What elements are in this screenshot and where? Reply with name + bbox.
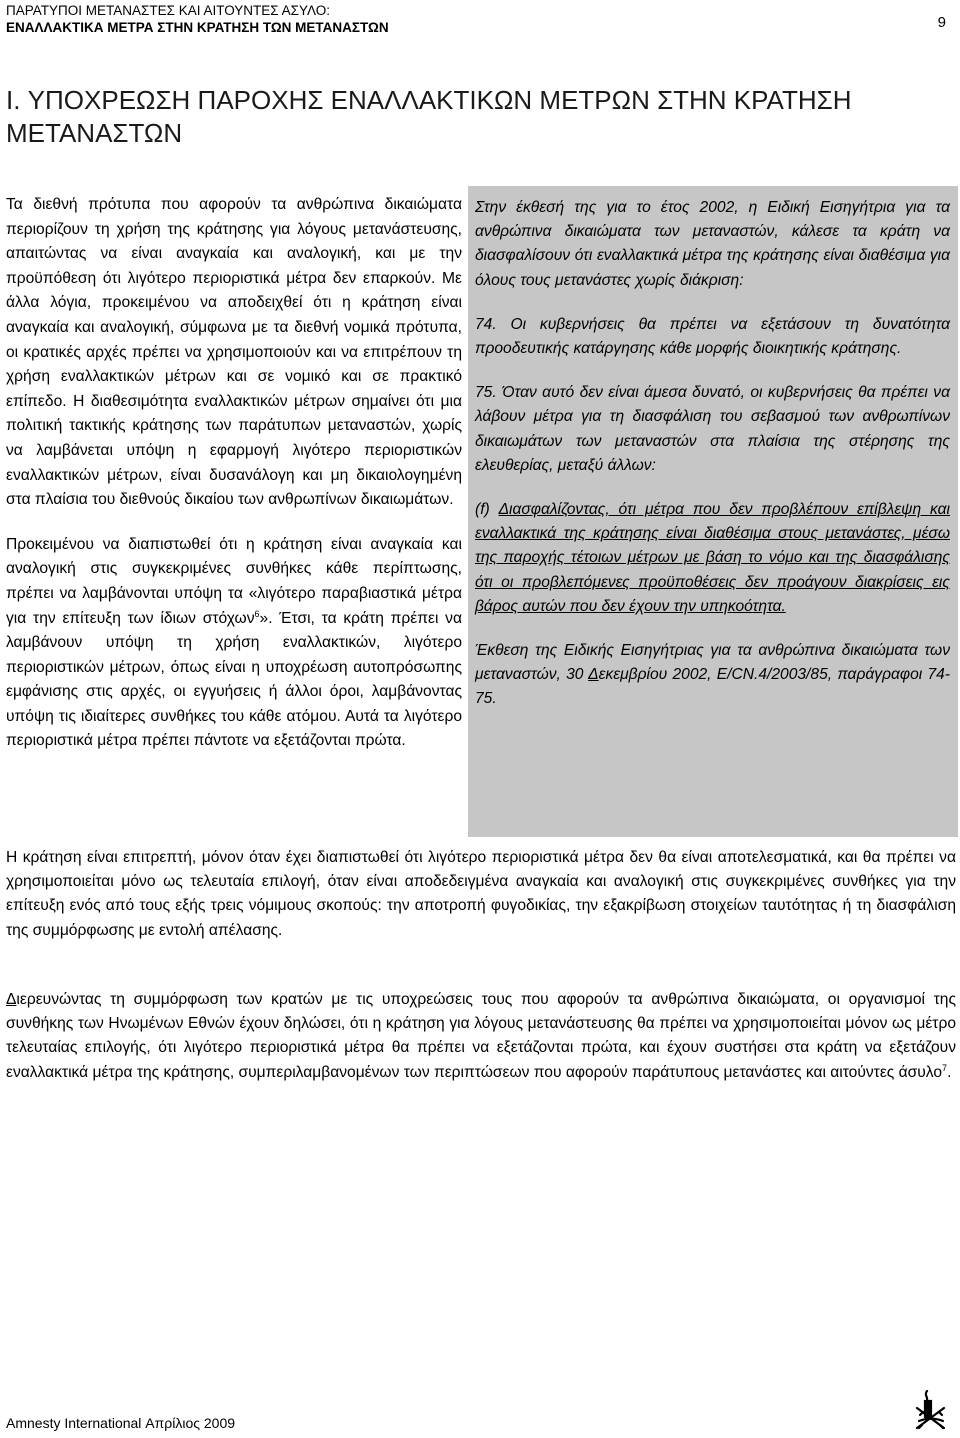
candle-logo-icon bbox=[914, 1388, 948, 1432]
footer-text: Amnesty International Απρίλιος 2009 bbox=[6, 1415, 236, 1431]
header-line-1: ΠΑΡΑΤΥΠΟΙ ΜΕΤΑΝΑΣΤΕΣ ΚΑΙ ΑΙΤΟΥΝΤΕΣ ΑΣΥΛΟ: bbox=[6, 3, 330, 18]
running-header bbox=[6, 2, 389, 36]
box-citation bbox=[475, 639, 950, 712]
left-paragraph-2-text-a: Προκειμένου να διαπιστωθεί ότι η κράτηση είναι αναγκαία και αναλογική στις συγκεκριμένες συνθήκες κάθε περίπτωσης, πρέπει να λαμβάνονται υπόψη τα «λιγότερο παραβιαστικά μέτρα για την επίτευξη των ίδιων στόχων bbox=[6, 535, 462, 627]
left-column bbox=[6, 193, 462, 754]
box-item-f bbox=[475, 498, 950, 619]
left-paragraph-2-text-b: ». Έτσι, τα κράτη πρέπει να λαμβάνουν υπόψη τη χρήση εναλλακτικών, λιγότερο περιοριστικών μέτρων, όπως είναι η υποχρέωση αυτοπρόσωπης εμφάνισης στις αρχές, οι εγγυήσεις ή άλλοι όροι, λαμβάνοντας υπόψη τις ιδιαίτερες συνθήκες του κάθε ατόμου. Αυτά τα λιγότερο περιοριστικά μέτρα πρέπει πάντοτε να εξετάζονται πρώτα. bbox=[6, 609, 462, 750]
full-paragraph-2-end: . bbox=[947, 1063, 952, 1081]
footnote-ref-7[interactable]: 7 bbox=[942, 1062, 948, 1073]
full-paragraph-2-text: ιερευνώντας τη συμμόρφωση των κρατών με τις υποχρεώσεις τους που αφορούν τα ανθρώπινα δικαιώματα, οι οργανισμοί της συνθήκης των Ηνωμένων Εθνών έχουν δηλώσει, ότι η κράτηση για λόγους μετανάστευσης θα πρέπει να χρησιμοποιείται μόνον ως μέτρο τελευταίας επιλογής, ότι λιγότερο περιοριστικά μέτρα θα πρέπει να εξετάζονται πρώτα, και έχουν συστήσει στα κράτη να εξετάζουν εναλλακτικά μέτρα της κράτησης, συμπεριλαμβανομένων των περιπτώσεων που αφορούν παράτυπους μετανάστες και αιτούντες άσυλο bbox=[6, 991, 956, 1081]
full-paragraph-2-initial: Δ bbox=[6, 991, 17, 1008]
section-title: I. ΥΠΟΧΡΕΩΣΗ ΠΑΡΟΧΗΣ ΕΝΑΛΛΑΚΤΙΚΩΝ ΜΕΤΡΩΝ ΣΤΗΝ ΚΡΑΤΗΣΗ ΜΕΤΑΝΑΣΤΩΝ bbox=[6, 85, 852, 148]
box-citation-a: Έκθεση της Ειδικής Εισηγήτριας για τα ανθρώπινα δικαιώματα των μεταναστών, 30 bbox=[475, 642, 950, 684]
full-paragraph-1: Η κράτηση είναι επιτρεπτή, μόνον όταν έχει διαπιστωθεί ότι λιγότερο περιοριστικά μέτρα δεν θα είναι αποτελεσματικά, και θα πρέπει να χρησιμοποιείται μόνο ως τελευταία επιλογή, όταν είναι αποδεδειγμένα αναγκαία και αναλογική στις συγκεκριμένες συνθήκες για την επίτευξη ενός από τους εξής τρεις νόμιμους σκοπούς: την αποτροπή φυγοδικίας, την εξακρίβωση στοιχείων ταυτότητας ή τη διασφάλιση της συμμόρφωσης με εντολή απέλασης. bbox=[6, 849, 956, 939]
box-item-74: 74. Οι κυβερνήσεις θα πρέπει να εξετάσουν τη δυνατότητα προοδευτικής κατάργησης κάθε μορφής διοικητικής κράτησης. bbox=[475, 315, 950, 358]
box-item-75: 75. Όταν αυτό δεν είναι άμεσα δυνατό, οι κυβερνήσεις θα πρέπει να λάβουν μέτρα για τη διασφάλιση του σεβασμού των ανθρωπίνων δικαιωμάτων των μεταναστών στα πλαίσια της στέρησης της ελευθερίας, μεταξύ άλλων: bbox=[475, 384, 950, 474]
page-number: 9 bbox=[937, 14, 946, 31]
left-paragraph-2 bbox=[6, 533, 462, 754]
box-item-f-label: (f) bbox=[475, 501, 499, 519]
full-paragraph-2 bbox=[6, 988, 956, 1085]
box-citation-u: Δ bbox=[588, 666, 599, 684]
quote-box bbox=[468, 186, 958, 837]
footnote-ref-6[interactable]: 6 bbox=[254, 608, 260, 619]
box-item-f-text: Διασφαλίζοντας, ότι μέτρα που δεν προβλέπουν επίβλεψη και εναλλακτικά της κράτησης είναι διαθέσιμα στους μετανάστες, μέσω της παροχής τέτοιων μέτρων με βάση το νόμο και της διασφάλισης ότι οι προβλεπόμενες προϋποθέσεις δεν προάγουν διακρίσεις εις βάρος αυτών που δεν έχουν την υπηκοότητα. bbox=[475, 501, 950, 615]
header-line-2: ΕΝΑΛΛΑΚΤΙΚΑ ΜΕΤΡΑ ΣΤΗΝ ΚΡΑΤΗΣΗ ΤΩΝ ΜΕΤΑΝΑΣΤΩΝ bbox=[6, 20, 389, 35]
box-citation-b: εκεμβρίου 2002, E/CN.4/2003/85, παράγραφοι 74-75. bbox=[475, 666, 951, 708]
box-intro: Στην έκθεσή της για το έτος 2002, η Ειδική Εισηγήτρια για τα ανθρώπινα δικαιώματα των μεταναστών, κάλεσε τα κράτη να διασφαλίσουν ότι εναλλακτικά μέτρα της κράτησης είναι διαθέσιμα για όλους τους μετανάστες χωρίς διάκριση: bbox=[475, 199, 950, 289]
left-paragraph-1: Τα διεθνή πρότυπα που αφορούν τα ανθρώπινα δικαιώματα περιορίζουν τη χρήση της κράτησης για λόγους μετανάστευσης, απαιτώντας να είναι αναγκαία και αναλογική, και με την προϋπόθεση ότι λιγότερο περιοριστικά μέτρα δεν επαρκούν. Με άλλα λόγια, προκειμένου να αποδειχθεί ότι η κράτηση είναι αναγκαία και αναλογική, σύμφωνα με τα διεθνή νομικά πρότυπα, οι κρατικές αρχές πρέπει να χρησιμοποιούν και να επιτρέπουν τη χρήση εναλλακτικών μέτρων και σε νομικό και σε πρακτικό επίπεδο. Η διαθεσιμότητα εναλλακτικών μέτρων σημαίνει ότι μια πολιτική τακτικής κράτησης των παράτυπων μεταναστών, χωρίς να λαμβάνεται υπόψη η εφαρμογή λιγότερο περιοριστικών εναλλακτικών μέτρων, είναι δυσανάλογη και μη δικαιολογημένη στα πλαίσια του διεθνούς δικαίου των ανθρωπίνων δικαιωμάτων. bbox=[6, 196, 462, 509]
